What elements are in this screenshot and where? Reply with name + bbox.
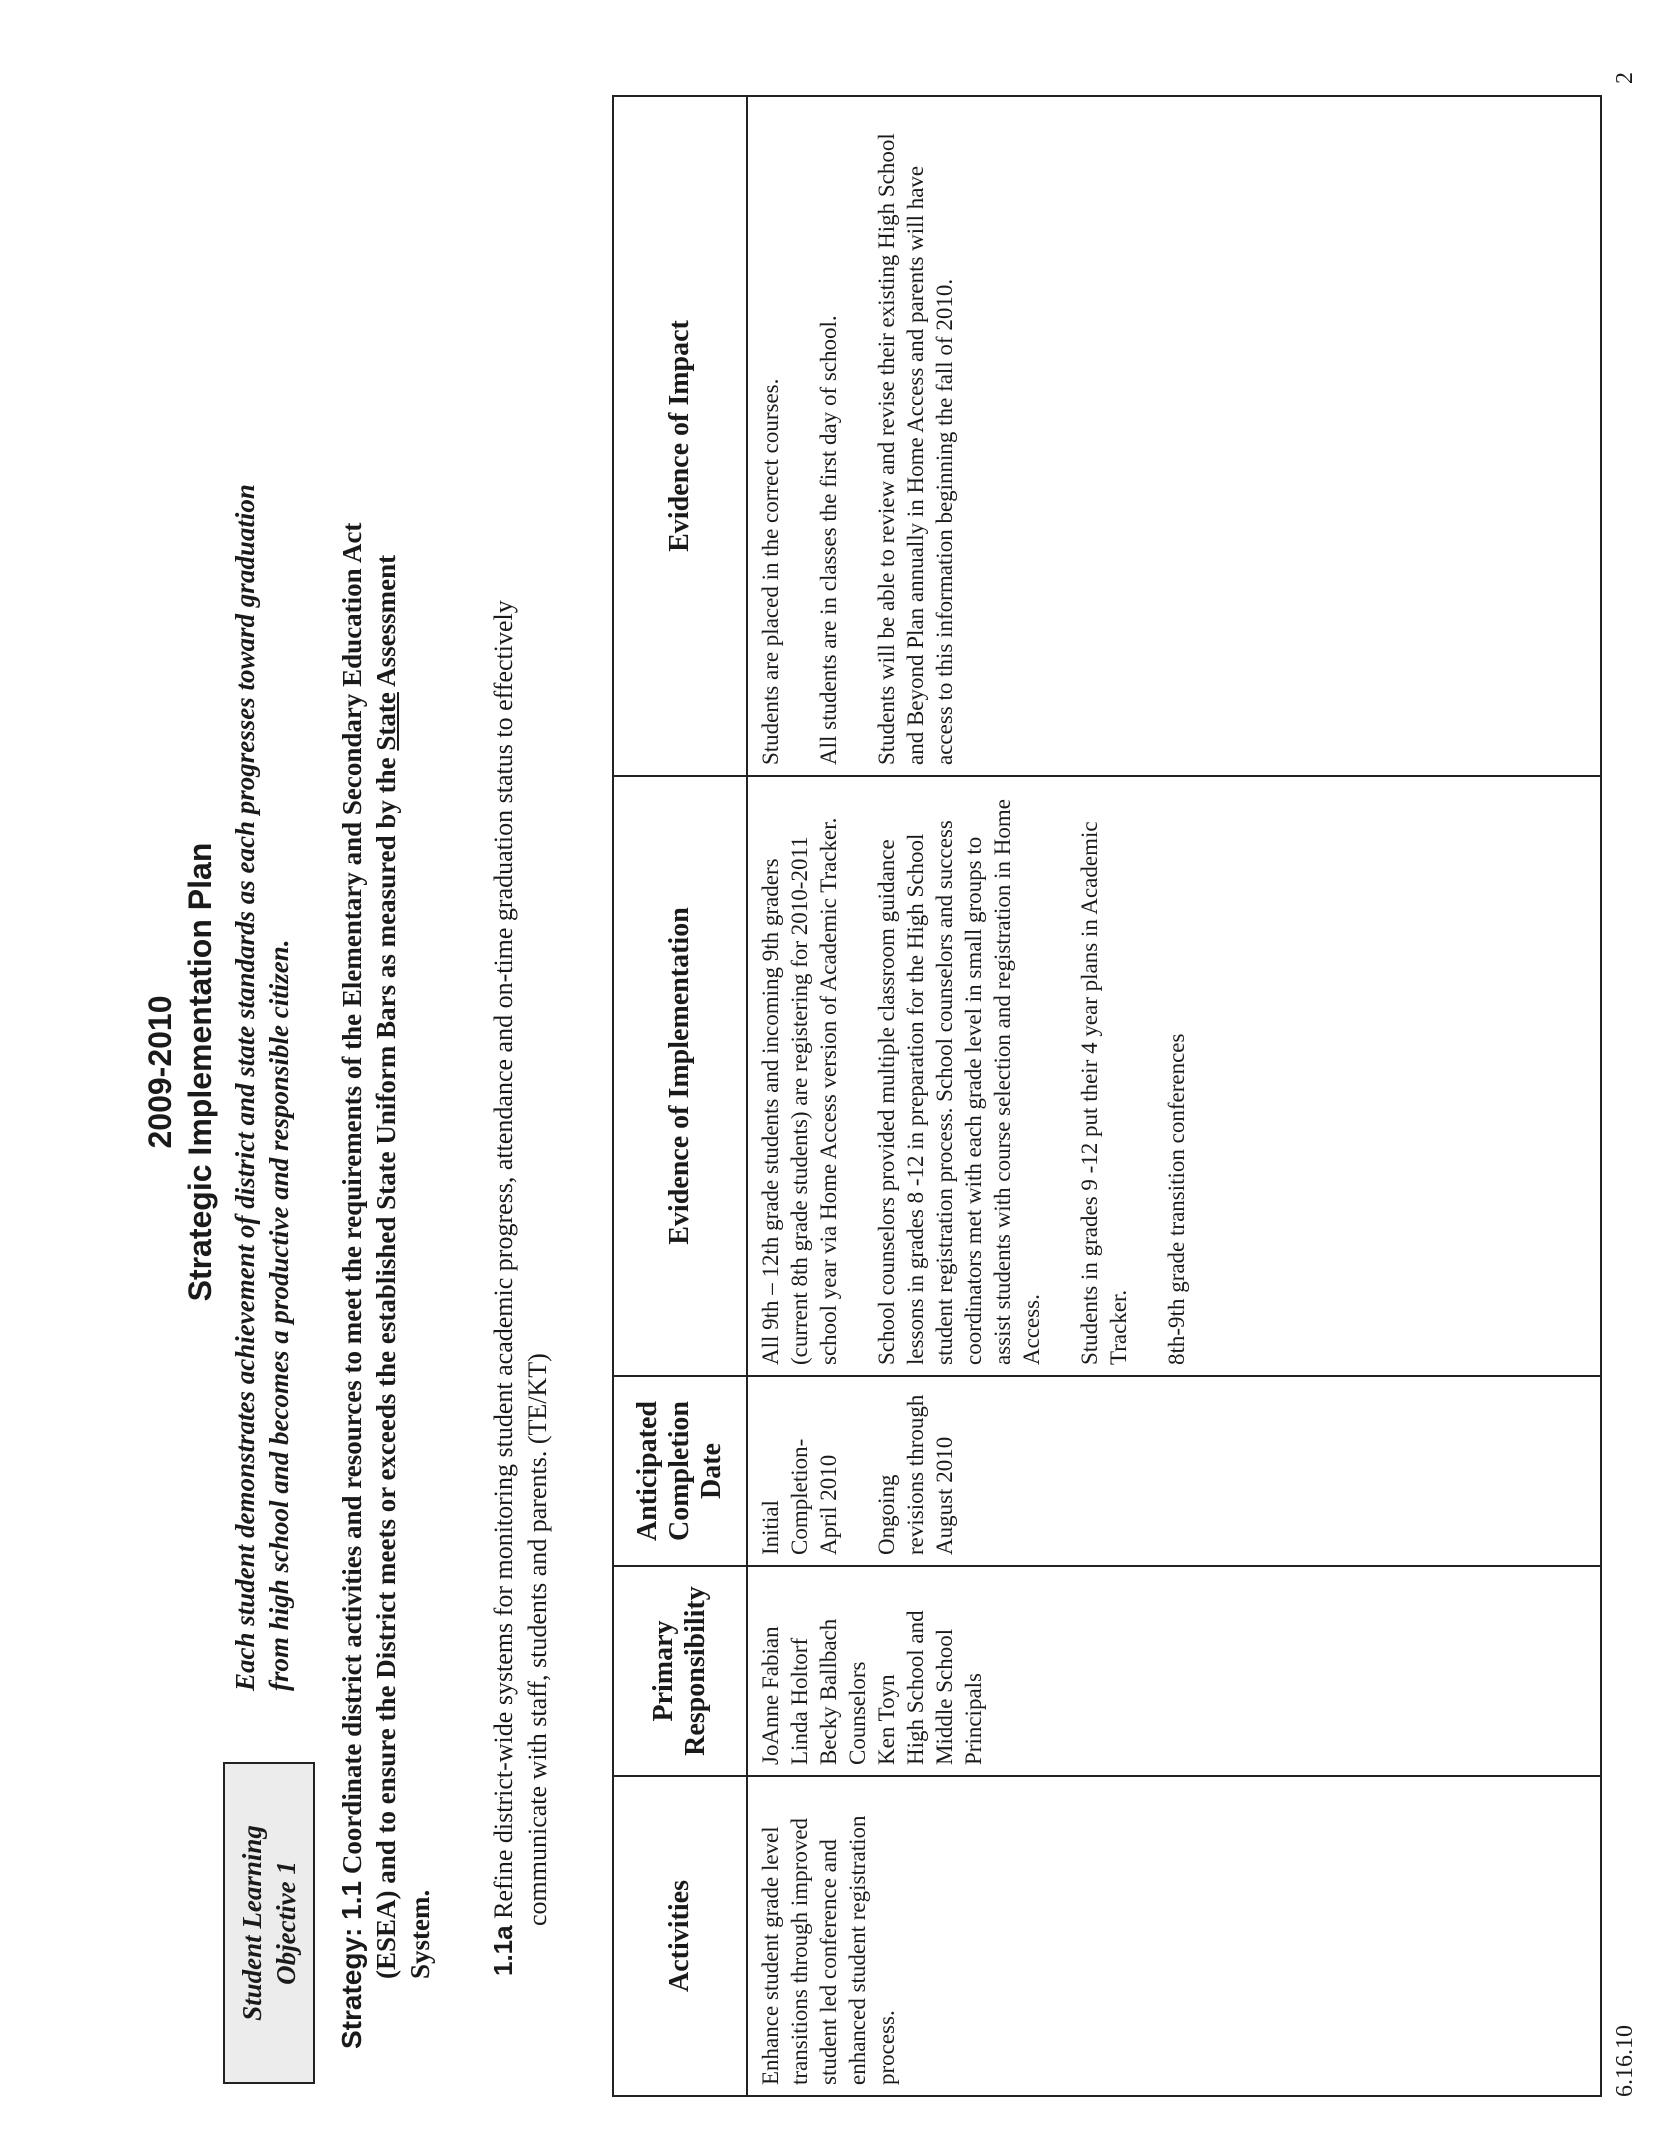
strategy-underlined-word: State [371,692,401,751]
table-row [747,96,1601,2096]
objective-statement-line2: from high school and becomes a productive and responsible citizen. [264,939,294,1691]
plan-title: Strategic Implementation Plan [182,842,218,1302]
implementation-item: All 9th – 12th grade students and incoming 9th graders (current 8th grade students) are registering for 2010-2011 school year via Home Access version of Academic Tracker. [758,817,841,1365]
table-header-row [613,96,747,2096]
responsible-person: JoAnne Fabian [758,1626,783,1765]
impact-item: Students are placed in the correct courses. [758,378,783,765]
cell-evidence-implementation [747,776,1601,1376]
implementation-item: 8th-9th grade transition conferences [1164,1033,1189,1365]
substrategy-number: 1.1a [488,1925,518,1976]
responsible-person: Linda Holtorf [787,1637,812,1765]
responsible-person: Counselors [845,1661,870,1765]
cell-activities [747,1776,1601,2096]
objective-label-box [223,1762,315,2084]
cell-completion-date [747,1376,1601,1566]
plan-year: 2009-2010 [142,995,178,1149]
strategy-number: Strategy: 1.1 [336,1880,367,2049]
impact-item: Students will be able to review and revise their existing High School and Beyond Plan annually in Home Access and parents will have access to this information beginning the fall of 2010. [874,133,957,765]
header-activities: Activities [613,1776,747,2096]
header-evidence-implementation: Evidence of Implementation [613,776,747,1376]
responsible-person: Principals [961,1673,986,1765]
implementation-item: School counselors provided multiple classroom guidance lessons in grades 8 -12 in preparation for the High School student registration process. School counselors and success coordinators met with each grade level in small groups to assist students with course selection and registration in Home Access. [874,799,1044,1365]
substrategy-line1: Refine district-wide systems for monitoring student academic progress, attendance and on-time graduation status to effectively [489,600,518,1919]
objective-statement [228,131,296,1691]
header-completion-date: Anticipated Completion Date [613,1376,747,1566]
responsible-person: Ken Toyn [874,1674,899,1765]
completion-initial: Initial Completion- April 2010 [758,1438,841,1555]
header-responsibility: Primary Responsibility [613,1566,747,1776]
cell-responsibility [747,1566,1601,1776]
strategy-statement [335,109,437,2049]
page-number: 2 [1612,72,1638,84]
objective-statement-line1: Each student demonstrates achievement of district and state standards as each progresses toward graduation [230,484,260,1691]
completion-ongoing: Ongoing revisions through August 2010 [874,1394,957,1555]
implementation-item: Students in grades 9 -12 put their 4 year plans in Academic Tracker. [1077,821,1131,1365]
activity-text: Enhance student grade level transitions through improved student led conference and enhanced student registration process. [758,1815,899,2085]
page-title [140,0,220,2144]
responsible-person: High School and [903,1610,928,1765]
objective-label-line2: Objective 1 [271,1861,301,1985]
strategy-line3: System. [405,1889,435,1979]
cell-evidence-impact [747,96,1601,776]
impact-item: All students are in classes the first day of school. [816,315,841,765]
header-evidence-impact: Evidence of Impact [613,96,747,776]
strategy-line1: Coordinate district activities and resources to meet the requirements of the Elementary and Secondary Education Act [337,522,367,1875]
strategy-line2-post: Assessment [371,554,401,693]
strategy-line2-pre: (ESEA) and to ensure the District meets or exceeds the established State Uniform Bars as measured by the [371,750,401,1979]
responsible-person: Middle School [932,1628,957,1765]
responsible-person: Becky Ballbach [816,1618,841,1765]
implementation-table [612,95,1602,2097]
footer-date: 6.16.10 [1612,2025,1638,2097]
strategy-line2 [369,109,403,2049]
objective-label-line1: Student Learning [237,1825,267,2021]
substrategy-line2: communicate with staff, students and parents. (TE/KT) [523,1353,552,1926]
substrategy-statement [486,196,555,1976]
